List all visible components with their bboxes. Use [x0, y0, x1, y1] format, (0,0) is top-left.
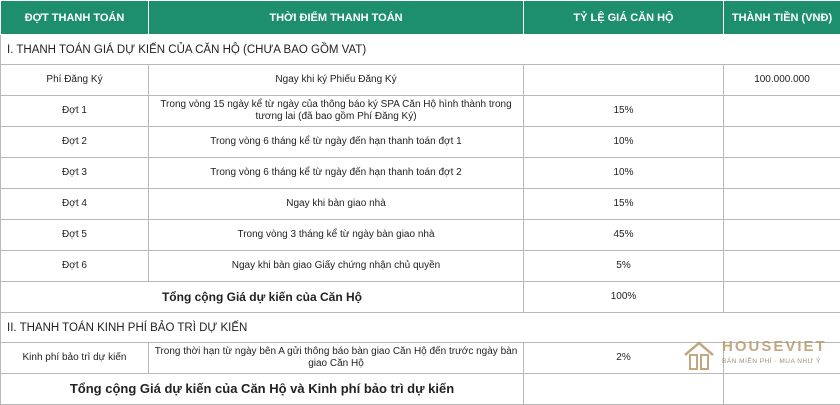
- total-1-row: [1, 282, 840, 313]
- cell-thoi-diem: Trong vòng 6 tháng kể từ ngày đến hạn thanh toán đợt 1: [149, 127, 524, 158]
- header-row: [1, 1, 840, 35]
- cell-dot: Kinh phí bảo trì dự kiến: [1, 343, 149, 374]
- cell-ty-le: 5%: [524, 251, 724, 282]
- cell-thoi-diem: Trong vòng 15 ngày kể từ ngày của thông báo ký SPA Căn Hộ hình thành trong tương lai (đã bao gồm Phí Đăng Ký): [149, 96, 524, 127]
- cell-thanh-tien: [724, 127, 840, 158]
- table-row: [1, 65, 840, 96]
- total-2-row: [1, 374, 840, 405]
- table-row: [1, 158, 840, 189]
- table-row: [1, 251, 840, 282]
- cell-dot: Đợt 4: [1, 189, 149, 220]
- cell-ty-le: 2%: [524, 343, 724, 374]
- total-1-thanh-tien: [724, 282, 840, 313]
- cell-thanh-tien: [724, 251, 840, 282]
- header-ty-le: TỶ LỆ GIÁ CĂN HỘ: [524, 1, 724, 35]
- cell-thoi-diem: Ngay khi ký Phiếu Đăng Ký: [149, 65, 524, 96]
- cell-ty-le: 15%: [524, 96, 724, 127]
- total-1-label: Tổng cộng Giá dự kiến của Căn Hộ: [1, 282, 524, 313]
- cell-thoi-diem: Trong vòng 6 tháng kể từ ngày đến hạn thanh toán đợt 2: [149, 158, 524, 189]
- watermark-tagline: BÁN MIỄN PHÍ · MUA NHƯ Ý: [722, 358, 821, 365]
- watermark-brand: HOUSEVIET: [722, 338, 827, 355]
- cell-thoi-diem: Trong thời hạn từ ngày bên A gửi thông báo bàn giao Căn Hộ đến trước ngày bàn giao Căn Hộ: [149, 343, 524, 374]
- cell-ty-le: 15%: [524, 189, 724, 220]
- cell-ty-le: 10%: [524, 127, 724, 158]
- cell-ty-le: 10%: [524, 158, 724, 189]
- header-thoi-diem: THỜI ĐIỂM THANH TOÁN: [149, 1, 524, 35]
- total-2-thanh-tien: [724, 374, 840, 405]
- cell-thanh-tien: [724, 158, 840, 189]
- table-row: [1, 96, 840, 127]
- cell-thanh-tien: [724, 189, 840, 220]
- section-2-title: II. THANH TOÁN KINH PHÍ BẢO TRÌ DỰ KIẾN: [1, 313, 840, 343]
- house-logo-icon: [682, 338, 716, 372]
- houseviet-watermark: [682, 336, 832, 376]
- total-2-ty-le: [524, 374, 724, 405]
- cell-ty-le: 45%: [524, 220, 724, 251]
- table-row: [1, 189, 840, 220]
- cell-dot: Đợt 2: [1, 127, 149, 158]
- cell-dot: Đợt 5: [1, 220, 149, 251]
- total-2-label: Tổng cộng Giá dự kiến của Căn Hộ và Kinh phí bảo trì dự kiến: [1, 374, 524, 405]
- cell-thoi-diem: Trong vòng 3 tháng kể từ ngày bàn giao nhà: [149, 220, 524, 251]
- cell-thanh-tien: [724, 96, 840, 127]
- section-1-row: [1, 35, 840, 65]
- table-row: [1, 127, 840, 158]
- cell-thanh-tien: [724, 220, 840, 251]
- cell-thanh-tien: 100.000.000: [724, 65, 840, 96]
- cell-dot: Đợt 3: [1, 158, 149, 189]
- header-thanh-tien: THÀNH TIỀN (VNĐ): [724, 1, 840, 35]
- table-row: [1, 220, 840, 251]
- cell-dot: Đợt 6: [1, 251, 149, 282]
- cell-thoi-diem: Ngay khi bàn giao Giấy chứng nhận chủ quyền: [149, 251, 524, 282]
- cell-dot: Phí Đăng Ký: [1, 65, 149, 96]
- total-1-ty-le: 100%: [524, 282, 724, 313]
- cell-ty-le: [524, 65, 724, 96]
- section-1-title: I. THANH TOÁN GIÁ DỰ KIẾN CỦA CĂN HỘ (CHƯA BAO GỒM VAT): [1, 35, 840, 65]
- cell-thoi-diem: Ngay khi bàn giao nhà: [149, 189, 524, 220]
- header-dot: ĐỢT THANH TOÁN: [1, 1, 149, 35]
- cell-dot: Đợt 1: [1, 96, 149, 127]
